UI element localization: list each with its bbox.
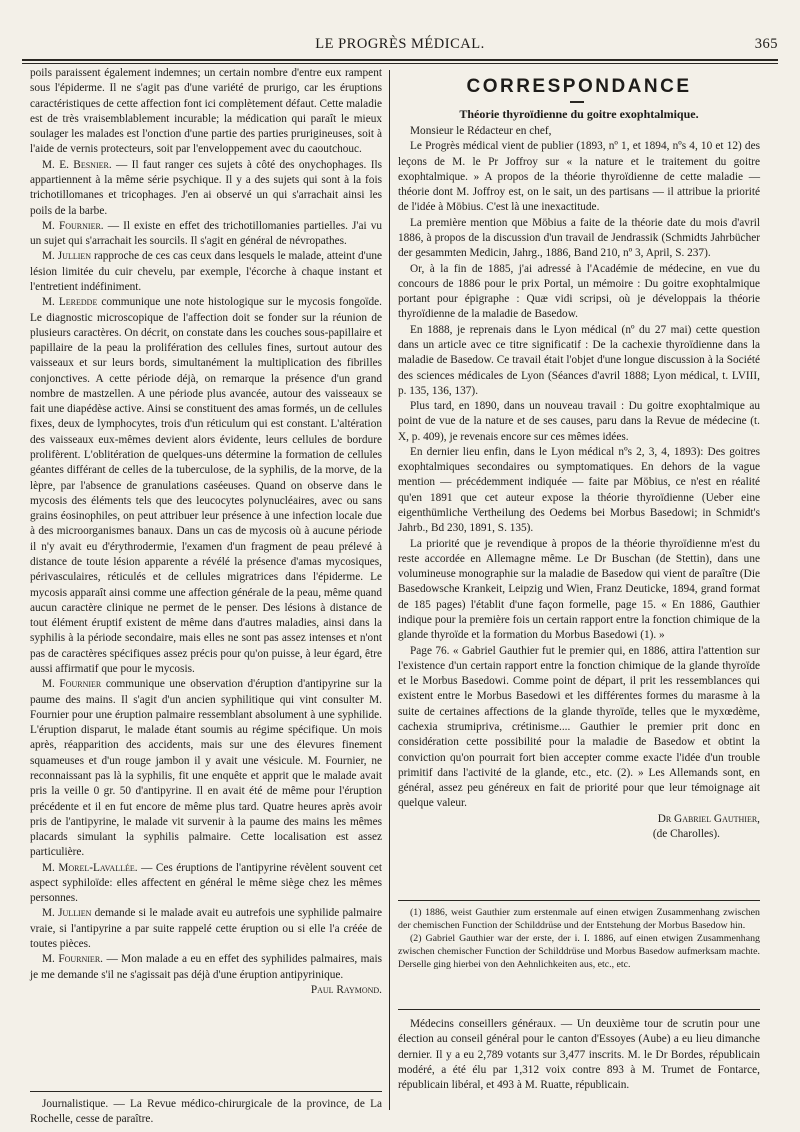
paragraph [30,952,382,983]
paragraph [30,219,382,250]
speaker-name: M. Leredde [42,296,98,309]
paragraph: Plus tard, en 1890, dans un nouveau travail : Du goitre exophtalmique au point de vue de la nature et de ses causes, paru dans la Revue de médecine (t. X, p. 409), je revenais encore sur ces mêmes idées. [398,400,760,443]
paragraph-text: — Il faut ranger ces sujets à côté des onychophages. Ils appartiennent à la même série psychique. Il y a des sujets qui sont à la fois trichotillomanes et tricophages. J'en ai observé un qui s'arrachait ainsi les poils de la barbe. [30,158,382,217]
paragraph-text: — Il existe en effet des trichotillomanies partielles. J'ai vu un sujet qui s'arrachait les sourcils. Il s'agit en général de névropathes. [30,219,382,248]
paragraph: Or, à la fin de 1885, j'ai adressé à l'Académie de médecine, en vue du concours de 1886 pour le prix Portal, un mémoire : Du goitre exophtalmique portant pour épigraphe : Quæ vidi scripsi, où je développais la théorie thyroïdienne de la maladie de Basedow. [398,262,760,321]
paragraph [30,295,382,677]
page-header [22,36,778,56]
right-bottom-rule [398,1009,760,1010]
left-bottom-rule [30,1091,382,1092]
paragraph: La priorité que je revendique à propos de la théorie thyroïdienne m'est du reste accordée en Allemagne même. Le Dr Buschan (de Stettin), dans une volumineuse monographie sur la maladie de Basedow qui vient de paraître (Die Basedowsche Krankeit, Leipzig und Wien, Franz Deuticke, 1894, grand format de 185 pages) l'établit d'une façon formelle, page 15. « En 1886, Gauthier indique pour la première fois un certain rapport entre la fonction chimique de la glande thyroïde et la formation du Morbus Basedowi (1). » [398,537,760,642]
journal-title: LE PROGRÈS MÉDICAL. [315,36,485,52]
conseillers-notice [398,1017,760,1093]
paragraph: Page 76. « Gabriel Gauthier fut le premier qui, en 1886, attira l'attention sur l'existence d'un certain rapport entre la fonction chimique de la glande thyroïde et le Morbus Basedowi. Comme point de départ, il prit les ressemblances qui existent entre le Morbus Basedowi et les différentes formes du marasme à la suite de certaines affections de la glande thyroïde, telles que le myxœdème, cachexia strumipriva, crétinisme.... Gauthier le premier prit donc en considération cette possibilité pour la maladie de Basedow et obtint la conviction qu'on pourrait fort bien accepter comme exacte l'idée d'un trouble primitif dans l'activité de la glande, etc., etc. (2). » Les Allemands sont, en général, assez peu généreux en fait de priorité pour que leur témoignage ait quelque valeur. [398,644,760,810]
paragraph-text: — Ces éruptions de l'antipyrine révèlent souvent cet aspect syphiloïde: elles affectent en général le même siège chez les mêmes personnes. [30,861,382,905]
speaker-name: M. Fournier [42,678,102,691]
footnote: (2) Gabriel Gauthier war der erste, der i. I. 1886, auf einen etwigen Zusammenhang zwischen chemischer Function der Schilddrüse und Morbus Basedow aufmerksam machte. Derselle ging hierbei von den Aehnlichkeiten aus, etc., etc. [398,932,760,970]
signature-name: Dr Gabriel Gauthier, [657,812,760,825]
speaker-name: M. Jullien [42,907,92,920]
paragraph: poils paraissent également indemnes; un certain nombre d'entre eux rampent sous l'épiderme. Il ne s'agit pas d'une variété de prurigo, car les éruptions caractéristiques de cette affection font ici complètement défaut. Cette maladie est de très vraisemblablement incurable; la médication qui paraît le mieux soulager les malades est l'onction d'une partie des parties prurigineuses, soit à l'aide de vernis protecteurs, soit par l'enveloppement avec du caoutchouc. [30,67,382,156]
footnotes [398,907,760,972]
paragraph: En dernier lieu enfin, dans le Lyon médical nºs 2, 3, 4, 1893): Des goitres exophtalmiques secondaires ou symptomatiques. En dehors de la vague mention — précédemment indiquée — faite par Möbius, ce n'est en réalité qu'en 1891 que cet auteur expose la théorie thyroïdienne (Ueber eine eigenthümliche Vertheilung des Oedems bei Morbus Basedowi; in Schmidt's Jahrb., Bd 230, 1891, S. 135). [398,445,760,535]
footnote-rule [398,900,760,901]
title-dash [570,101,584,103]
header-rule-thin [22,63,778,64]
column-divider [389,70,390,1110]
speaker-name: M. Jullien [42,250,92,263]
page-number: 365 [754,36,778,52]
right-column [398,124,760,842]
salutation: Monsieur le Rédacteur en chef, [410,125,552,137]
paragraph: En 1888, je reprenais dans le Lyon médical (nº du 27 mai) cette question dans un article avec ce titre significatif : De la cachexie thyroïdienne dans la maladie de Basedow. Ce travail était l'objet d'une longue discussion à la Société des sciences médicales de Lyon (Séances d'avril 1888; Lyon médical, t. LVIII, p. 135, 136, 137). [398,323,760,397]
paragraph [30,861,382,907]
speaker-name: M. Fournier. [42,219,104,232]
signature-place: (de Charolles). [652,827,720,840]
journalistique-notice [30,1097,382,1128]
paragraph-text: demande si le malade avait eu autrefois une syphilide palmaire vraie, si l'antipyrine a par suite rappelé cette éruption ou si elle l'a créée de toutes pièces. [30,907,383,951]
paragraph-text: communique une note histologique sur le mycosis fongoïde. Le diagnostic microscopique de l'affection doit se fonder sur la réunion de plusieurs caractères. On décrit, on constate dans les couches sous-papillaire et papillaire de la peau la prolifération des cellules fines, surtout autour des vaisseaux et sur leurs bords, simultanément la multiplication des fibrilles conjonctives. A cette période déjà, on remarque la présence d'un grand nombre de mastzellen. A une période plus avancée, autour des vaisseaux se fait une diapédèse active. Ainsi se constituent des amas formés, un de cellules fixes, deux de lymphocytes, trois d'un réticulum qui est constant. L'altération des vaisseaux eux-mêmes devient alors évidente, leurs cellules de bordure prolifèrent. L'oblitération de quelques-uns détermine la formation de cellules géantes différant de celles de la tuberculose, de la syphilis, de la morve, de la lèpre, par l'absence de granulations caséeuses. Quand on observe dans le mycosis des éléments tels que des leucocytes polynucléaires, avec ou sans grains éosinophiles, on peut attribuer leur présence à une infection locale due à des microorganismes banaux. Dans un cas de mycosis où à aucune période il n'y avait eu d'érythrodermie, l'examen d'un fragment de peau prélevé à distance de toute lésion apparente a révélé la présence d'amas mycosiques, périvasculaires, réticulés et de cellules migratrices dans l'épiderme. Le mycosis apparaît ainsi comme une affection générale de la peau, même quand aucun caractère clinique ne permet de le penser. Des lésions à distance de tout élément éruptif existent de même dans d'autres maladies, ainsi dans la syphilis à la période secondaire, mais elles ne sont pas assez intenses et n'ont pas de caractères spécifiques assez précis pour qu'on puisse, à leur égard, être aussi affirmatif que pour le mycosis. [30,296,382,675]
conseillers-text: Médecins conseillers généraux. — Un deuxième tour de scrutin pour une élection au conseil général pour le canton d'Essoyes (Aube) a eu lieu dimanche dernier. Il y a eu 2,789 votants sur 3,477 inscrits. M. le Dr Bordes, républicain modéré, a été élu par 1,312 voix contre 893 à M. Trumet de Fontarce, républicain libéral, et 493 à M. Ruatte, républicain. [398,1018,760,1092]
paragraph [30,158,382,219]
signature: Paul Raymond. [310,983,382,996]
paragraph-text: — Mon malade a eu en effet des syphilides palmaires, mais je me demande s'il ne s'agissait pas déjà d'une éruption antipyrinique. [30,953,382,981]
section-title: CORRESPONDANCE [466,76,692,97]
footnote: (1) 1886, weist Gauthier zum erstenmale auf einen etwigen Zusammenhang zwischen der chemischen Function der Schilddrüse und der Entstehung der Morbus Basedow hin. [398,907,760,931]
paragraph [30,677,382,860]
speaker-name: M. Morel-Lavallée. [42,861,138,874]
speaker-name: M. E. Besnier. [42,158,112,171]
paragraph: Le Progrès médical vient de publier (1893, nº 1, et 1894, nºs 4, 10 et 12) des leçons de M. le Pr Joffroy sur « la nature et le traitement du goitre exophtalmique. » A propos de la théorie thyroïdienne de cette maladie — théorie dont M. Joffroy est, on le sait, un des partisans — il attribue la priorité de l'idée à Möbius. C'est là une inexactitude. [398,140,760,214]
speaker-name: M. Fournier. [42,953,103,966]
left-column [30,66,382,998]
journalistique-text: Journalistique. — La Revue médico-chirurgicale de la province, de La Rochelle, cesse de paraître. [30,1098,382,1126]
article-subtitle: Théorie thyroïdienne du goitre exophtalmique. [459,107,699,121]
paragraph [30,249,382,295]
paragraph: La première mention que Möbius a faite de la théorie date du mois d'avril 1886, à propos de la discussion d'un travail de Jendrassik (Schmidts Jahrbücher der gesammten Medicin, Jahrg., 1886, Band 210, nº 3, April, S. 237). [398,216,760,260]
paragraph-text: rapproche de ces cas ceux dans lesquels le malade, atteint d'une lésion limitée du cuir chevelu, par exemple, l'écorche à chaque instant et l'entretient indéfiniment. [30,250,383,293]
header-rule-thick [22,59,778,61]
paragraph-text: communique une observation d'éruption d'antipyrine sur la paume des mains. Il s'agit d'un ancien syphilitique qui vint consulter M. Fournier pour une éruption palmaire ressemblant absolument à une syphilide. L'éruption disparut, le malade étant soumis au régime spécifique. Un mois après, réapparition des accidents, mais sur une des élevures finement squameuses et d'un rouge jambon il y avait une vésicule. M. Fournier, ne reconnaissant pas là la syphilis, fit une enquête et apprit que le malade avait pris la veille 0 gr. 50 d'antipyrine. Il en avait été de même pour l'éruption précédente et il en fut encore de même plus tard. Quatre heures après avoir pris de l'antipyrine, le malade vit survenir à la paume des mains les mêmes placards simulant la syphilis palmaire. Cette localisation est assez particulière. [30,678,382,859]
paragraph [30,906,382,952]
